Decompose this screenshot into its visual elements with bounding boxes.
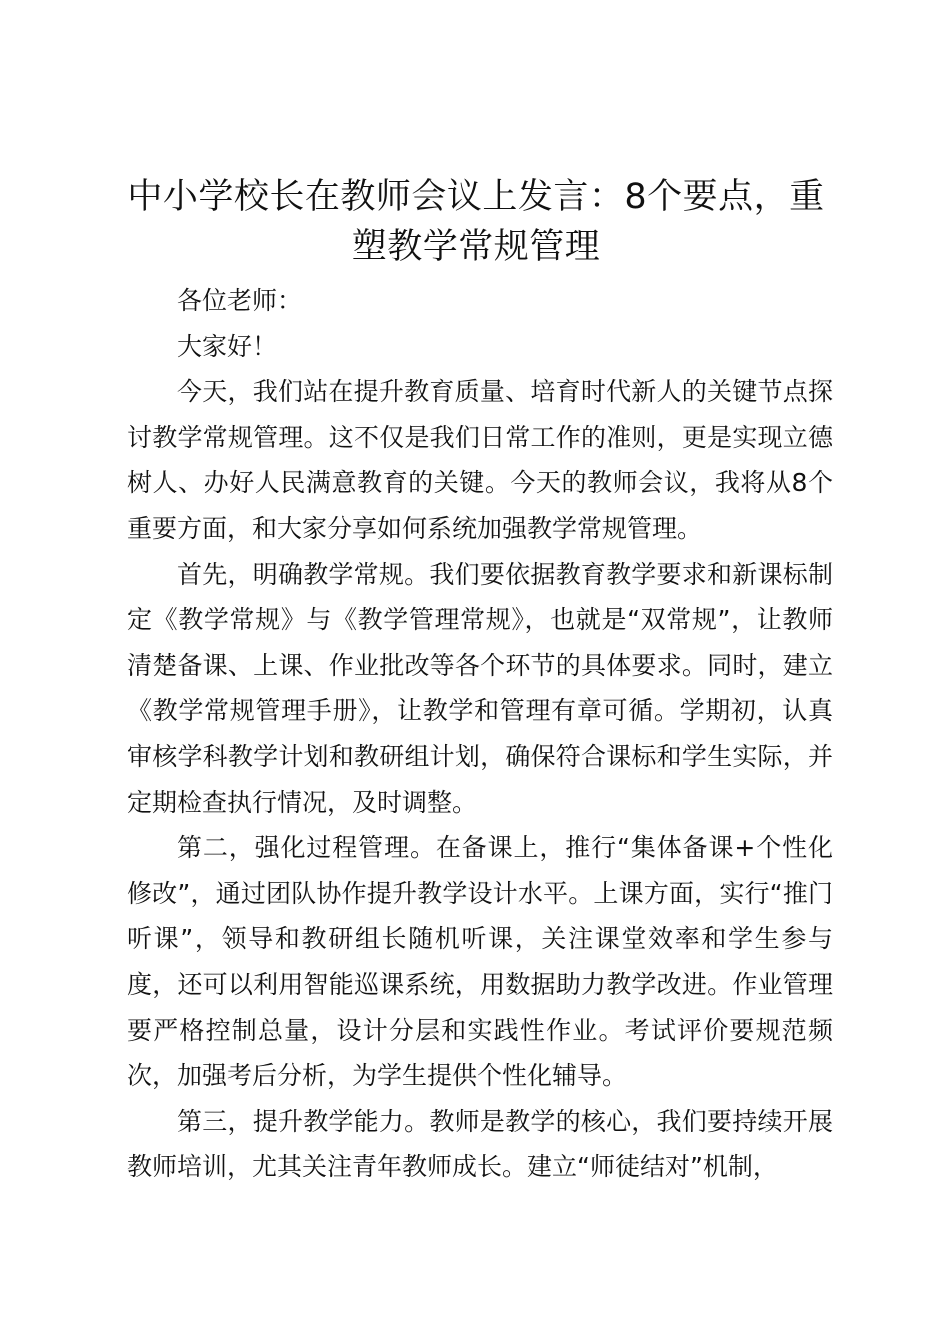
document-title: 中小学校长在教师会议上发言：8个要点，重塑教学常规管理 [127,177,825,267]
point-two-paragraph: 第二，强化过程管理。在备课上，推行“集体备课+个性化修改”，通过团队协作提升教学设计水平。上课方面，实行“推门听课”，领导和教研组长随机听课，关注课堂效率和学生参与度，还可以利用智能巡课系统，用数据助力教学改进。作业管理要严格控制总量，设计分层和实践性作业。考试评价要规范频次，加强考后分析，为学生提供个性化辅导。 [127,833,833,1091]
point-one-paragraph: 首先，明确教学常规。我们要依据教育教学要求和新课标制定《教学常规》与《教学管理常规》，也就是“双常规”，让教师清楚备课、上课、作业批改等各个环节的具体要求。同时，建立《教学常规管理手册》，让教学和管理有章可循。学期初，认真审核学科教学计划和教研组计划，确保符合课标和学生实际，并定期检查执行情况，及时调整。 [127,559,833,817]
intro-paragraph: 今天，我们站在提升教育质量、培育时代新人的关键节点探讨教学常规管理。这不仅是我们日常工作的准则，更是实现立德树人、办好人民满意教育的关键。今天的教师会议，我将从8个重要方面，和大家分享如何系统加强教学常规管理。 [127,377,833,543]
salutation-paragraph: 各位老师： [177,286,303,315]
point-three-paragraph: 第三，提升教学能力。教师是教学的核心，我们要持续开展教师培训，尤其关注青年教师成长。建立“师徒结对”机制， [127,1106,833,1182]
greeting-paragraph: 大家好！ [177,331,278,361]
document-body [127,278,833,1190]
